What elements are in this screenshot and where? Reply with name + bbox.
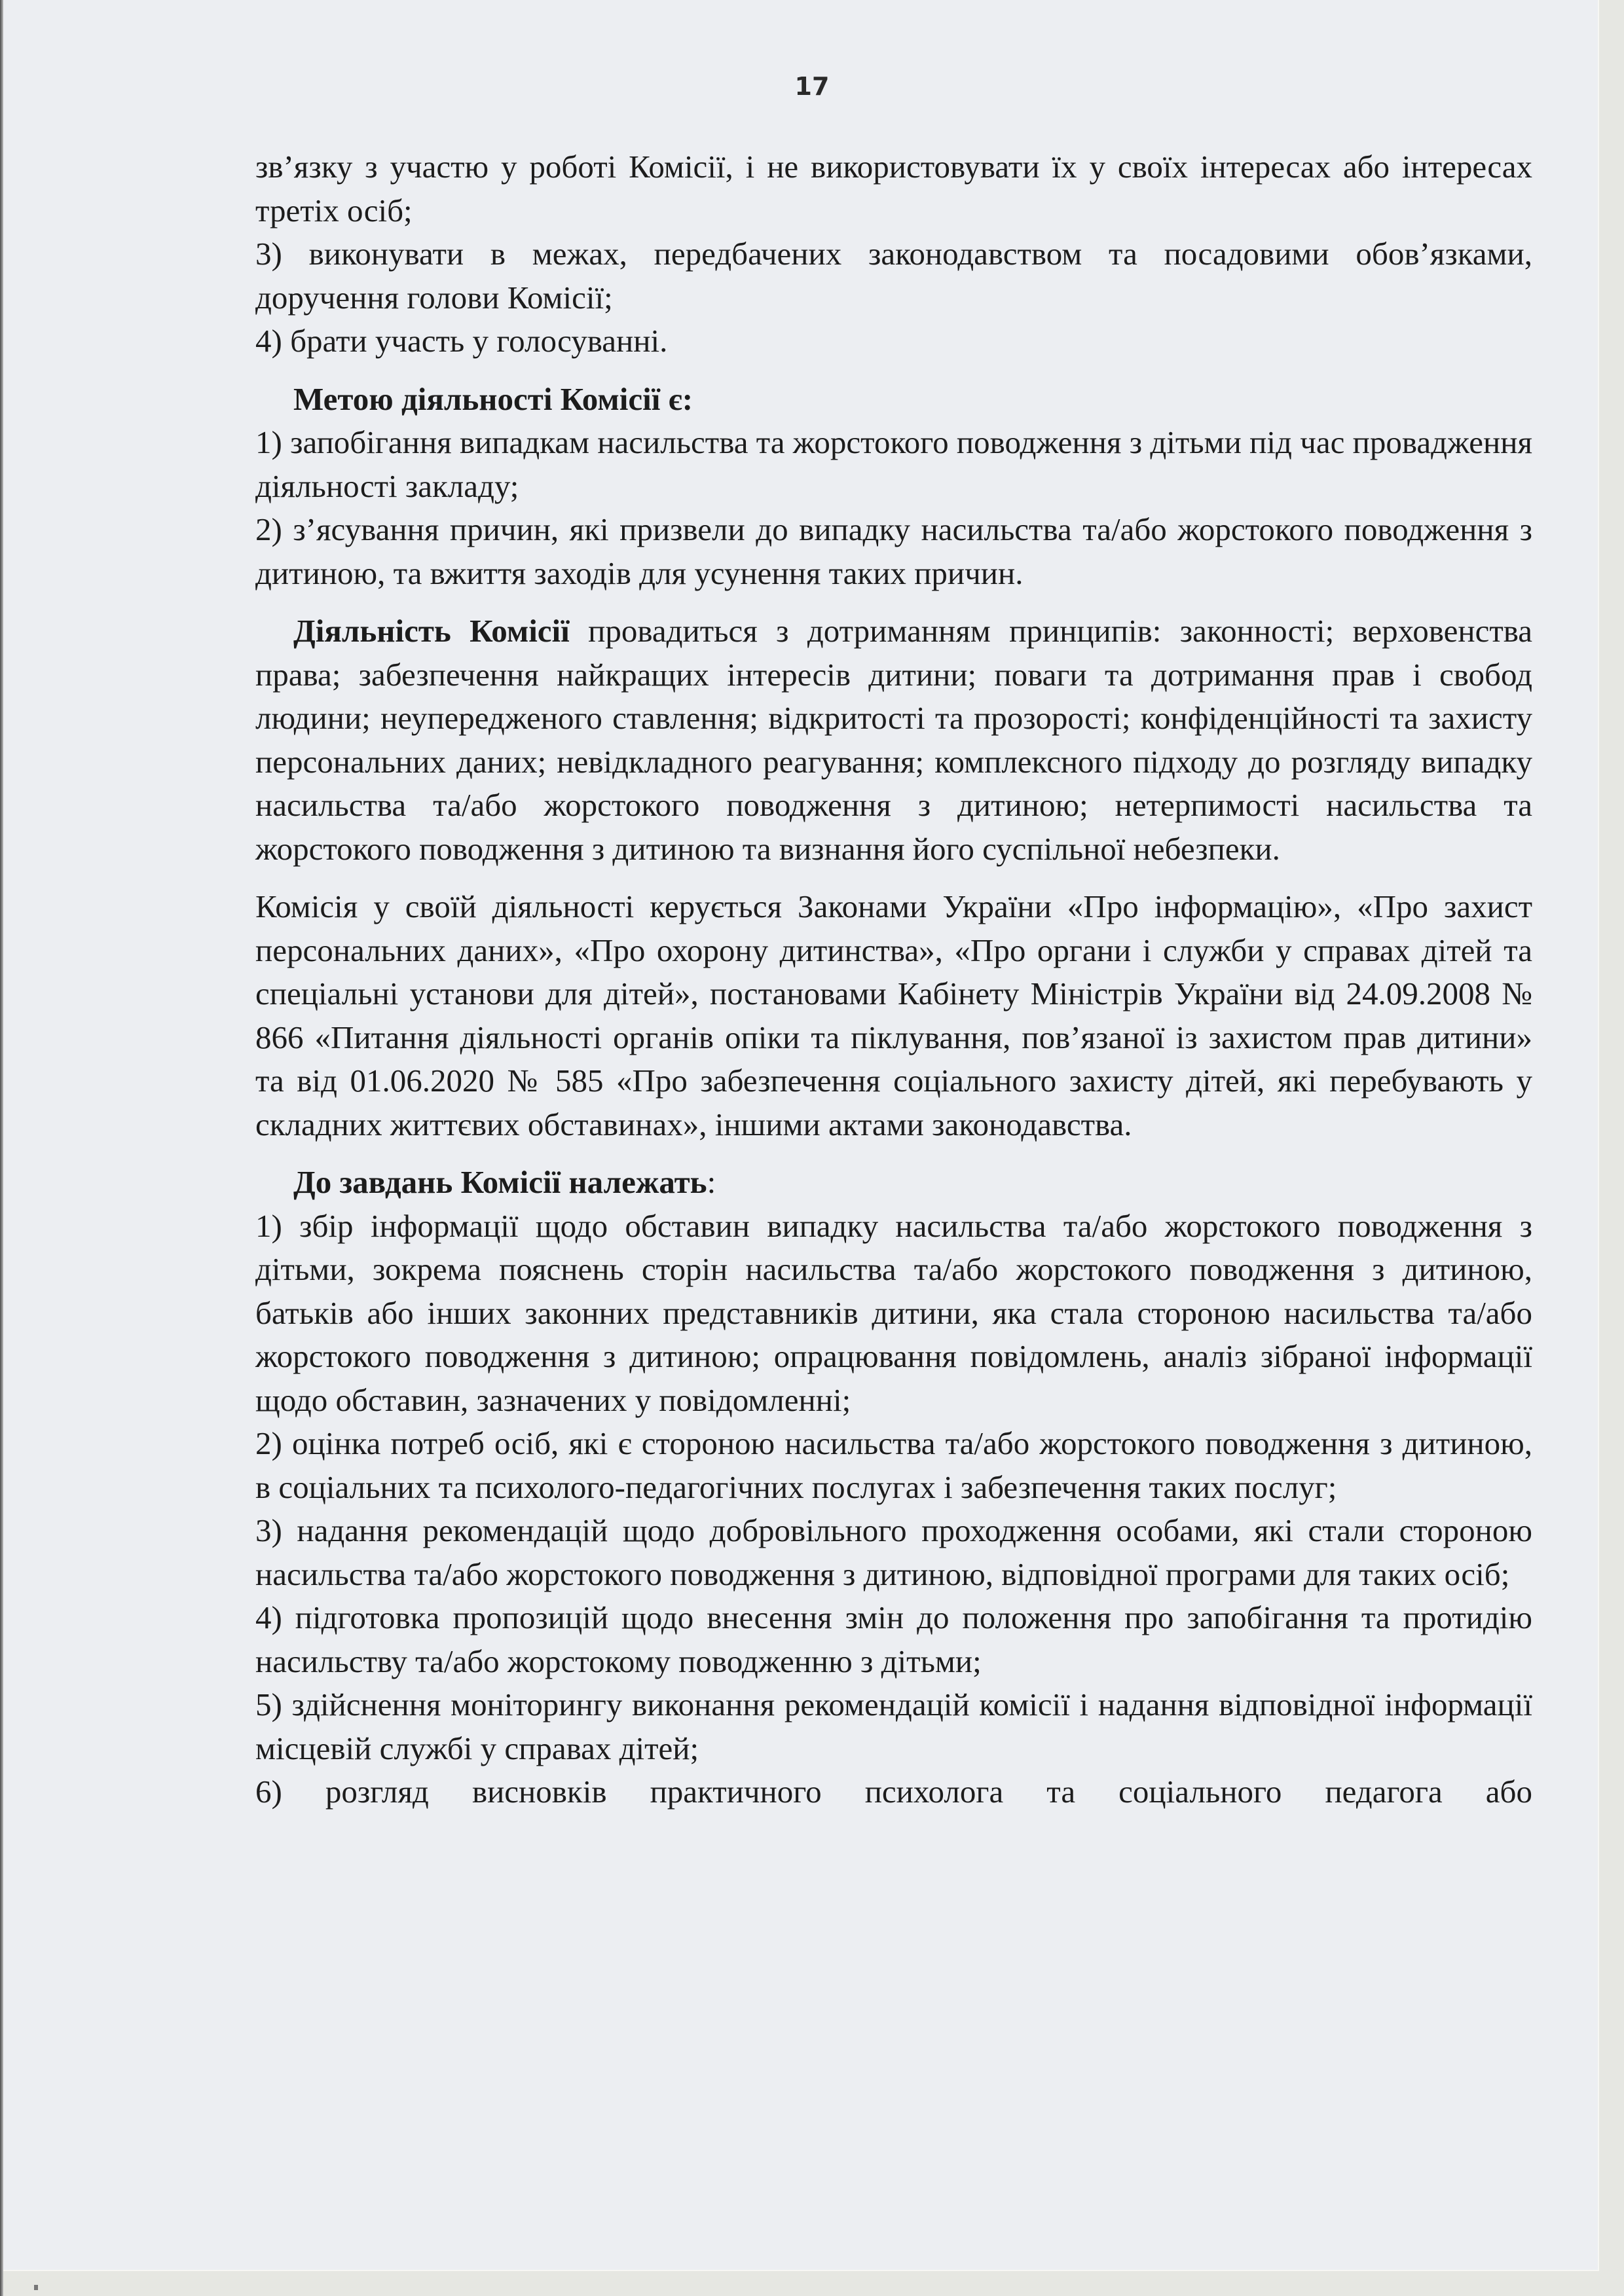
document-body bbox=[255, 145, 1532, 1814]
principles-text: провадиться з дотриманням принципів: законності; верховенства права; забезпечення найкращих інтересів дитини; поваги та дотримання прав і свобод людини; неупередженого ставлення; відкритості та прозорості; конфіденційності та захисту персональних даних; невідкладного реагування; комплексного підходу до розгляду випадку насильства та/або жорстокого поводження з дитиною; нетерпимості насильства та жорстокого поводження з дитиною та визнання його суспільної небезпеки. bbox=[255, 613, 1532, 867]
continuation-paragraph: зв’язку з участю у роботі Комісії, і не використовувати їх у своїх інтересах або інтересах третіх осіб; bbox=[255, 149, 1532, 228]
tasks-heading-text: До завдань Комісії належать bbox=[293, 1164, 707, 1200]
list-item: 5) здійснення моніторингу виконання рекомендацій комісії і надання відповідної інформації місцевій службі у справах дітей; bbox=[255, 1686, 1532, 1766]
legal-basis-paragraph: Комісія у своїй діяльності керується Законами України «Про інформацію», «Про захист персональних даних», «Про охорону дитинства», «Про органи і служби у справах дітей та спеціальні установи для дітей», постановами Кабінету Міністрів України від 24.09.2008 № 866 «Питання діяльності органів опіки та піклування, пов’язаної із захистом прав дитини» та від 01.06.2020 № 585 «Про забезпечення соціального захисту дітей, які перебувають у складних життєвих обставинах», іншими актами законодавства. bbox=[255, 888, 1532, 1142]
principles-bold-lead: Діяльність Комісії bbox=[293, 613, 570, 649]
list-item: 4) брати участь у голосуванні. bbox=[255, 323, 668, 359]
scan-edge-shadow bbox=[0, 0, 3, 2296]
scan-speck bbox=[34, 2285, 38, 2290]
list-item: 4) підготовка пропозицій щодо внесення змін до положення про запобігання та протидію насильству та/або жорстокому поводженню з дітьми; bbox=[255, 1599, 1532, 1679]
tasks-heading-colon: : bbox=[707, 1164, 716, 1200]
list-item: 2) оцінка потреб осіб, які є стороною насильства та/або жорстокого поводження з дитиною, в соціальних та психолого-педагогічних послугах і забезпечення таких послуг; bbox=[255, 1425, 1532, 1505]
list-item: 1) запобігання випадкам насильства та жорстокого поводження з дітьми під час провадження діяльності закладу; bbox=[255, 424, 1532, 504]
list-item: 3) виконувати в межах, передбачених законодавством та посадовими обов’язками, доручення голови Комісії; bbox=[255, 236, 1532, 316]
list-item: 6) розгляд висновків практичного психолога та соціального педагога або bbox=[255, 1774, 1532, 1810]
page-number: 17 bbox=[794, 72, 830, 101]
tasks-heading bbox=[255, 1161, 1532, 1205]
goal-heading: Метою діяльності Комісії є: bbox=[293, 380, 693, 417]
principles-paragraph bbox=[255, 610, 1532, 871]
list-item: 1) збір інформації щодо обставин випадку насильства та/або жорстокого поводження з дітьми, зокрема пояснень сторін насильства та/або жорстокого поводження з дитиною, батьків або інших законних представників дитини, яка стала стороною насильства та/або жорстокого поводження з дитиною; опрацювання повідомлень, аналіз зібраної інформації щодо обставин, зазначених у повідомленні; bbox=[255, 1207, 1532, 1418]
list-item: 2) з’ясування причин, які призвели до випадку насильства та/або жорстокого поводження з дитиною, та вжиття заходів для усунення таких причин. bbox=[255, 511, 1532, 591]
list-item: 3) надання рекомендацій щодо добровільного проходження особами, які стали стороною насильства та/або жорстокого поводження з дитиною, відповідної програми для таких осіб; bbox=[255, 1512, 1532, 1592]
